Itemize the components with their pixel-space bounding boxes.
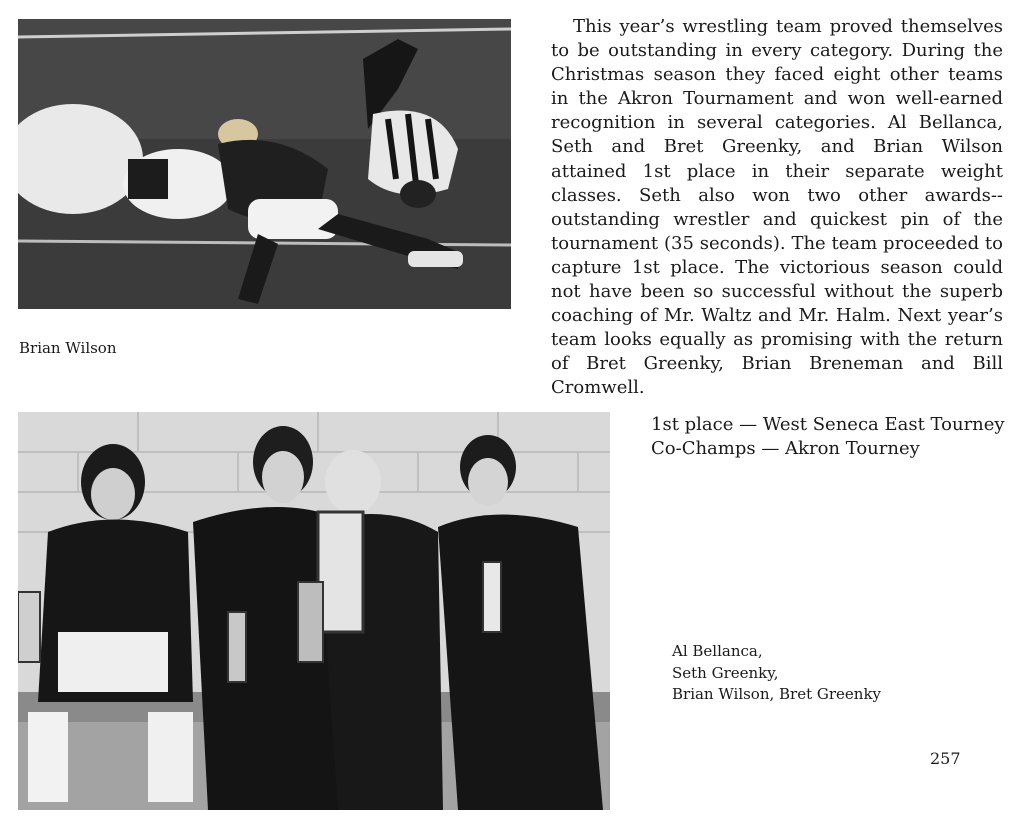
record-line: Co-Champs — Akron Tourney (651, 438, 920, 459)
team-trophies-image (18, 412, 610, 810)
season-records (651, 413, 1011, 461)
page-number: 257 (930, 749, 961, 768)
article-body (551, 15, 1003, 401)
article-paragraph: This year’s wrestling team proved themselves to be outstanding in every category. During the Christmas season they faced eight other teams in the Akron Tournament and won well-earned recognition in several categories. Al Bellanca, Seth and Bret Greenky, and Brian Wilson attained 1st place in their separate weight classes. Seth also won two other awards--outstanding wrestler and quickest pin of the tournament (35 seconds). The team proceeded to capture 1st place. The victorious season could not have been so successful without the superb coaching of Mr. Waltz and Mr. Halm. Next year’s team looks equally as promising with the return of Bret Greenky, Brian Breneman and Bill Cromwell. (551, 16, 1003, 399)
top-photo-caption: Brian Wilson (19, 339, 117, 357)
caption-line: Al Bellanca, (672, 642, 763, 660)
team-trophies-photo (18, 412, 610, 810)
caption-line: Seth Greenky, (672, 663, 779, 682)
caption-line: Brian Wilson, Bret Greenky (672, 685, 882, 703)
wrestling-match-photo (18, 19, 511, 309)
bottom-photo-caption (672, 641, 881, 706)
record-line: 1st place — West Seneca East Tourney (651, 414, 1005, 435)
wrestling-match-image (18, 19, 511, 309)
